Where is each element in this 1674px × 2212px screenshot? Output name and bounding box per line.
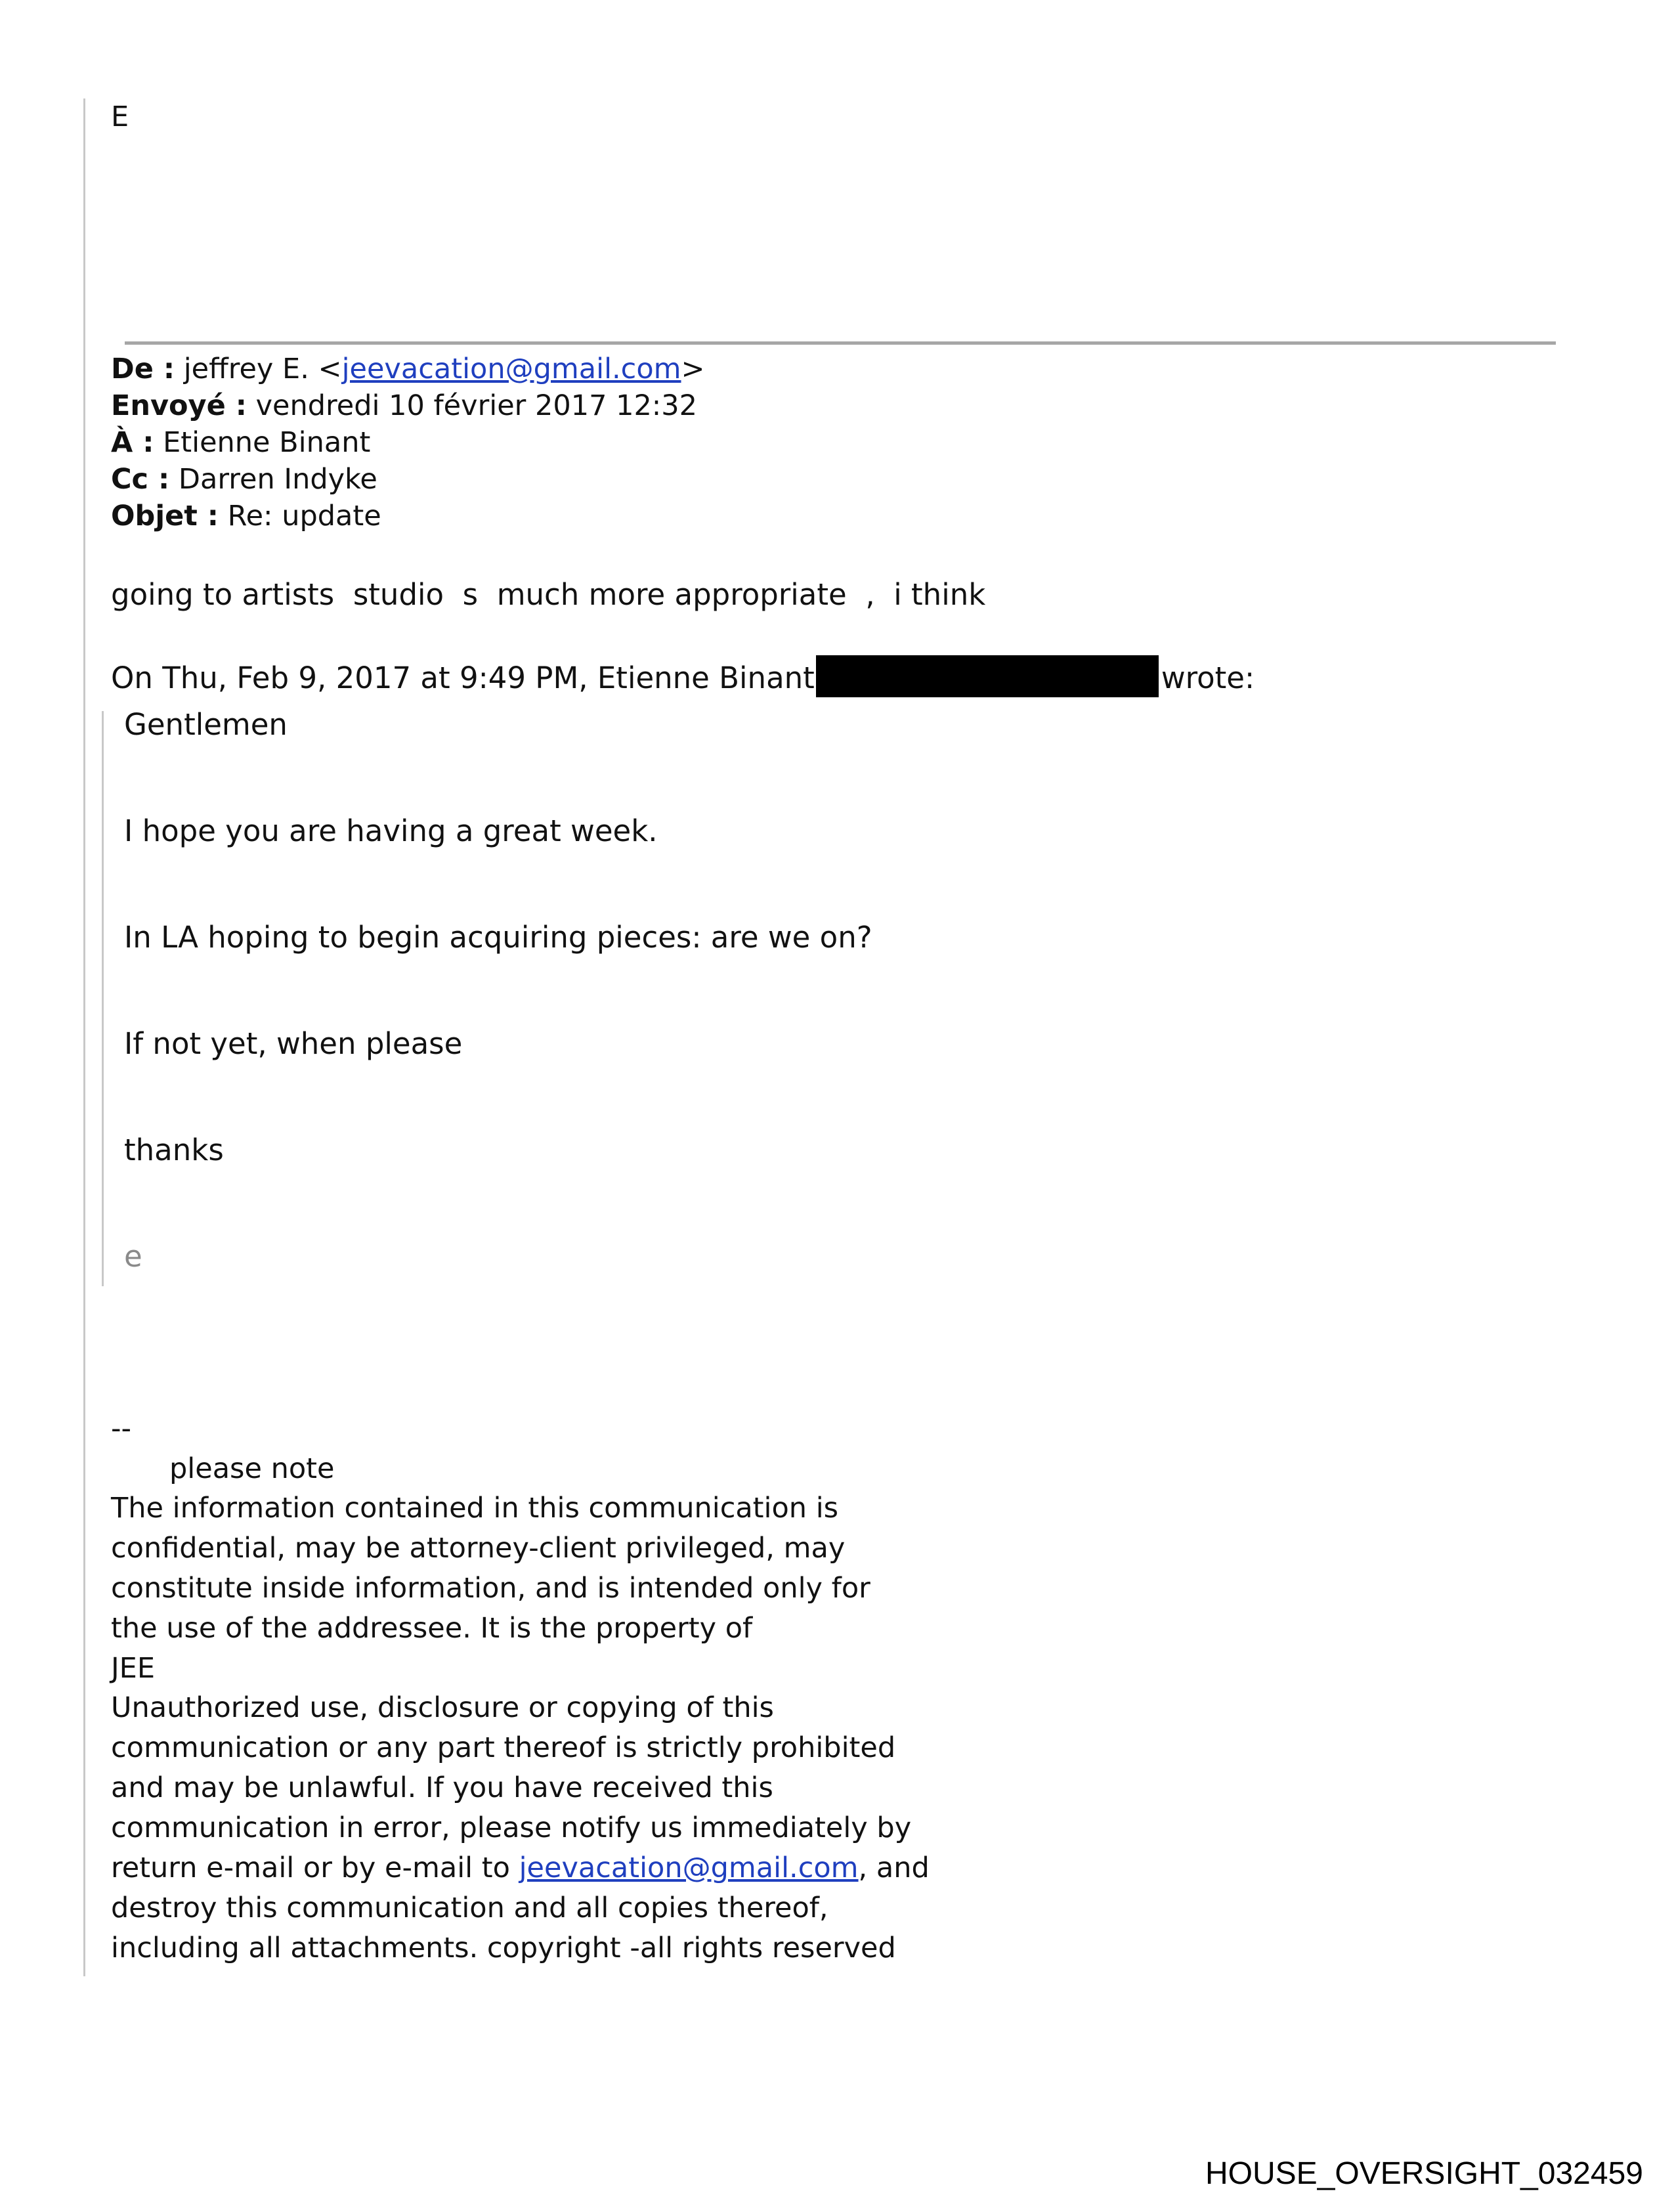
quote-intro — [111, 655, 1255, 697]
outer-quote-bar — [83, 98, 85, 1976]
sent-label: Envoyé : — [111, 389, 247, 422]
subject-label: Objet : — [111, 500, 219, 532]
return-text: return e-mail or by e-mail to — [111, 1852, 519, 1884]
header-separator — [125, 341, 1556, 345]
signature-dashes: -- — [111, 1412, 132, 1445]
top-initial: E — [111, 100, 129, 133]
disclaimer-line: including all attachments. copyright -all rights reserved — [111, 1932, 896, 1964]
quote-intro-wrote: wrote: — [1161, 661, 1255, 695]
header-from — [111, 352, 705, 386]
from-name: jeffrey E. < — [183, 353, 342, 385]
inner-quote-bar — [102, 711, 104, 1286]
subject-value: Re: update — [227, 500, 381, 532]
quoted-signoff: e — [124, 1239, 142, 1274]
header-to — [111, 425, 370, 460]
signature-note: please note — [169, 1452, 335, 1485]
disclaimer-line: Unauthorized use, disclosure or copying of this — [111, 1691, 774, 1724]
from-close: > — [681, 353, 705, 385]
quoted-greeting: Gentlemen — [124, 707, 288, 742]
redaction-box — [816, 655, 1159, 697]
disclaimer-line: destroy this communication and all copies thereof, — [111, 1892, 828, 1924]
bates-number: HOUSE_OVERSIGHT_032459 — [1205, 2156, 1643, 2191]
cc-label: Cc : — [111, 463, 170, 496]
quote-intro-text: On Thu, Feb 9, 2017 at 9:49 PM, Etienne Binant — [111, 661, 815, 695]
sent-value: vendredi 10 février 2017 12:32 — [255, 389, 698, 422]
header-cc — [111, 462, 377, 496]
return-after: , and — [858, 1852, 930, 1884]
disclaimer-line: JEE — [111, 1652, 156, 1685]
return-email-link[interactable]: jeevacation@gmail.com — [519, 1852, 859, 1884]
reply-body: going to artists studio s much more appropriate , i think — [111, 577, 986, 612]
disclaimer-line: confidential, may be attorney-client privileged, may — [111, 1532, 846, 1565]
disclaimer-line: constitute inside information, and is intended only for — [111, 1572, 870, 1605]
disclaimer-return-line — [111, 1851, 930, 1885]
header-sent — [111, 389, 697, 423]
from-label: De : — [111, 353, 175, 385]
quoted-line-3: If not yet, when please — [124, 1026, 463, 1061]
to-label: À : — [111, 426, 154, 459]
from-email-link[interactable]: jeevacation@gmail.com — [341, 353, 681, 385]
header-subject — [111, 499, 381, 533]
cc-value: Darren Indyke — [178, 463, 377, 496]
disclaimer-line: the use of the addressee. It is the property of — [111, 1612, 753, 1645]
quoted-line-1: I hope you are having a great week. — [124, 813, 658, 848]
disclaimer-line: The information contained in this communication is — [111, 1492, 839, 1525]
disclaimer-line: communication or any part thereof is strictly prohibited — [111, 1731, 896, 1764]
quoted-line-4: thanks — [124, 1133, 224, 1167]
to-value: Etienne Binant — [163, 426, 371, 459]
quoted-line-2: In LA hoping to begin acquiring pieces: are we on? — [124, 920, 872, 955]
disclaimer-line: communication in error, please notify us immediately by — [111, 1811, 912, 1844]
disclaimer-line: and may be unlawful. If you have received this — [111, 1771, 773, 1804]
